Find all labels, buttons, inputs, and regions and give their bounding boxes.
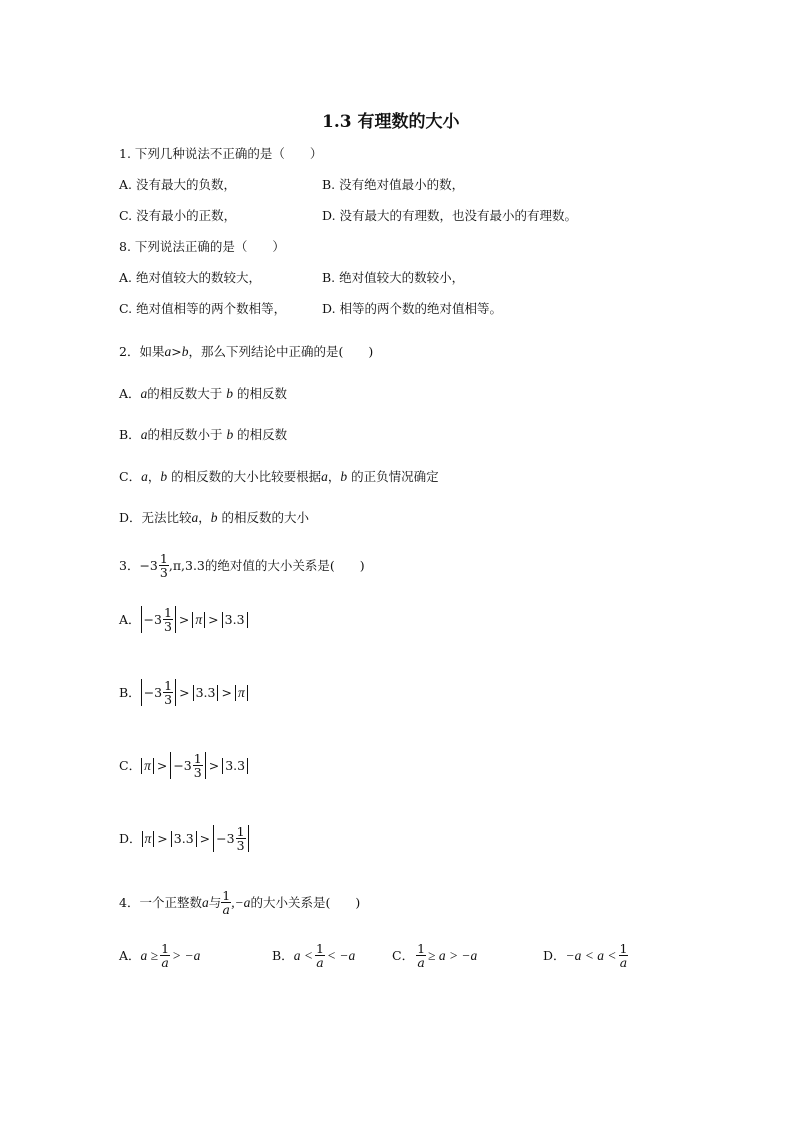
abs-pi: π — [142, 831, 155, 847]
q2-d-end: 的相反数的大小 — [221, 510, 310, 525]
mixed-whole: −3 — [216, 830, 235, 846]
q2-d-label: D．无法比较 — [119, 510, 192, 525]
q4-c-fraction — [416, 942, 426, 969]
q3-c-label: C． — [119, 757, 142, 773]
abs-pi: π — [141, 758, 154, 774]
mixed-whole: −3 — [143, 611, 162, 627]
q4-stem-text: 的大小关系是( ) — [250, 894, 361, 910]
q4-b-left: a < — [293, 947, 313, 963]
q2-gt: > — [171, 344, 182, 359]
q2-c-mid: 的相反数的大小比较要根据 — [171, 469, 322, 484]
frac-num: 1 — [236, 824, 245, 839]
gt-sign: > — [208, 611, 219, 627]
q2-c-comma2: ， — [327, 469, 341, 484]
q1-option-b: B. 没有绝对值最小的数， — [322, 177, 465, 192]
q8-stem: 8. 下列说法正确的是（ ） — [119, 239, 285, 254]
q3-option-d — [119, 825, 249, 852]
frac-num: 1 — [164, 678, 173, 693]
q2-b-end: 的相反数 — [237, 427, 288, 442]
frac-den: 3 — [163, 619, 172, 634]
frac-den: 3 — [236, 838, 245, 853]
frac-num: 1 — [315, 941, 324, 956]
abs-pi: π — [235, 685, 248, 701]
q3-frac-den: 3 — [159, 565, 168, 580]
frac-den: a — [222, 902, 230, 917]
q2-var-b: b — [181, 344, 189, 359]
q4-option-d — [543, 942, 630, 969]
gt-sign: > — [178, 611, 190, 627]
q8-option-c: C. 绝对值相等的两个数相等， — [119, 301, 287, 316]
q1-option-c: C. 没有最小的正数， — [119, 208, 237, 223]
q2-option-d — [119, 510, 309, 526]
q4-d-label: D． — [543, 947, 566, 963]
abs-mixed — [141, 606, 176, 633]
abs-mixed — [213, 825, 248, 852]
gt-sign: > — [208, 757, 220, 773]
frac-num: 1 — [222, 888, 231, 903]
gt-sign: > — [179, 684, 190, 700]
q4-option-c — [392, 942, 477, 969]
abs-3-3: 3.3 — [193, 685, 219, 701]
q4-b-right: < −a — [326, 947, 356, 963]
mixed-fraction — [193, 752, 203, 779]
q2-var-a: a — [164, 344, 172, 359]
q2-d-comma: ， — [198, 510, 211, 525]
q3-a-label: A． — [119, 611, 141, 627]
q3-list: ,π,3.3 — [168, 557, 205, 573]
q2-c-var-a: a — [141, 469, 148, 484]
q4-option-a — [119, 942, 200, 969]
q2-b-label: B． — [119, 427, 141, 442]
q3-fraction — [159, 552, 169, 579]
q3-b-label: B． — [119, 684, 141, 700]
q2-d-var-b: b — [210, 510, 218, 525]
gt-sign: > — [157, 830, 168, 846]
q1-option-d: D. 没有最大的有理数，也没有最小的有理数。 — [322, 208, 578, 223]
q3-d-label: D． — [119, 830, 142, 846]
q2-a-mid: 的相反数大于 — [147, 386, 223, 401]
q2-b-var-b: b — [226, 427, 234, 442]
q8-option-d: D. 相等的两个数的绝对值相等。 — [322, 301, 503, 316]
q2-stem — [119, 344, 373, 360]
q4-with: 与 — [208, 894, 222, 910]
gt-sign: > — [156, 757, 168, 773]
abs-3-3: 3.3 — [171, 831, 197, 847]
q8-option-a: A. 绝对值较大的数较大， — [119, 270, 261, 285]
q3-mixed-number — [139, 552, 168, 579]
frac-den: a — [417, 955, 425, 970]
frac-den: a — [316, 955, 324, 970]
q4-fraction — [221, 889, 231, 916]
q8-option-b: B. 绝对值较大的数较小， — [322, 270, 465, 285]
q4-b-label: B． — [272, 947, 294, 963]
page-title: 1.3 有理数的大小 — [322, 112, 460, 132]
mixed-fraction — [163, 679, 173, 706]
q2-c-comma: ， — [147, 469, 161, 484]
q3-option-b — [119, 679, 248, 706]
q3-stem — [119, 552, 365, 579]
q4-var-a: a — [201, 894, 209, 910]
q4-a-label: A． — [119, 947, 141, 963]
q4-number: 4．一个正整数 — [119, 894, 202, 910]
q2-b-mid: 的相反数小于 — [147, 427, 223, 442]
abs-mixed — [170, 752, 205, 779]
q2-a-var-b: b — [226, 386, 234, 401]
frac-den: a — [619, 955, 628, 970]
q4-neg-a: ,−a — [231, 894, 251, 910]
q2-option-c — [119, 469, 439, 485]
q3-whole: −3 — [139, 557, 158, 573]
frac-den: 3 — [193, 765, 202, 780]
abs-3-3: 3.3 — [222, 612, 248, 628]
frac-den: 3 — [164, 692, 173, 707]
q4-option-b — [272, 942, 355, 969]
q2-d-var-a: a — [191, 510, 199, 525]
frac-num: 1 — [193, 751, 202, 766]
q1-stem: 1. 下列几种说法不正确的是（ ） — [119, 146, 323, 161]
q2-a-var-a: a — [140, 386, 148, 401]
q4-c-right: ≥ a > −a — [428, 947, 478, 963]
q3-frac-num: 1 — [159, 551, 168, 566]
gt-sign: > — [199, 830, 211, 846]
mixed-whole: −3 — [173, 757, 192, 773]
q2-c-var-b2: b — [340, 469, 348, 484]
q4-c-label: C． — [392, 947, 415, 963]
q4-a-left: a ≥ — [140, 947, 159, 963]
mixed-whole: −3 — [143, 684, 163, 700]
q2-c-var-a2: a — [321, 469, 328, 484]
q4-d-left: −a < a < — [565, 947, 617, 963]
mixed-fraction — [236, 825, 246, 852]
q4-a-right: > −a — [172, 947, 201, 963]
q4-a-fraction — [160, 942, 170, 969]
q2-number: 2．如果 — [119, 344, 165, 359]
q2-b-var-a: a — [140, 427, 148, 442]
abs-mixed — [141, 679, 176, 706]
abs-pi: π — [192, 612, 205, 628]
q4-b-fraction — [315, 942, 325, 969]
q3-number: 3． — [119, 557, 140, 573]
q1-option-a: A. 没有最大的负数， — [119, 177, 236, 192]
q2-stem-text: ，那么下列结论中正确的是( ) — [188, 344, 374, 359]
q3-stem-text: 的绝对值的大小关系是( ) — [204, 557, 365, 573]
q2-option-a — [119, 386, 287, 402]
frac-num: 1 — [619, 941, 628, 956]
gt-sign: > — [221, 684, 232, 700]
q4-stem — [119, 889, 360, 916]
abs-3-3: 3.3 — [222, 758, 248, 774]
q2-a-label: A． — [119, 386, 141, 401]
q2-c-var-b: b — [160, 469, 168, 484]
q3-option-c — [119, 752, 248, 779]
frac-den: a — [161, 955, 169, 970]
frac-num: 1 — [163, 605, 172, 620]
q2-a-end: 的相反数 — [237, 386, 288, 401]
q4-d-fraction — [619, 942, 629, 969]
q2-option-b — [119, 427, 287, 443]
frac-num: 1 — [161, 941, 170, 956]
q3-option-a — [119, 606, 248, 633]
q2-c-end: 的正负情况确定 — [351, 469, 439, 484]
mixed-fraction — [163, 606, 173, 633]
q2-c-label: C． — [119, 469, 142, 484]
frac-num: 1 — [417, 941, 426, 956]
